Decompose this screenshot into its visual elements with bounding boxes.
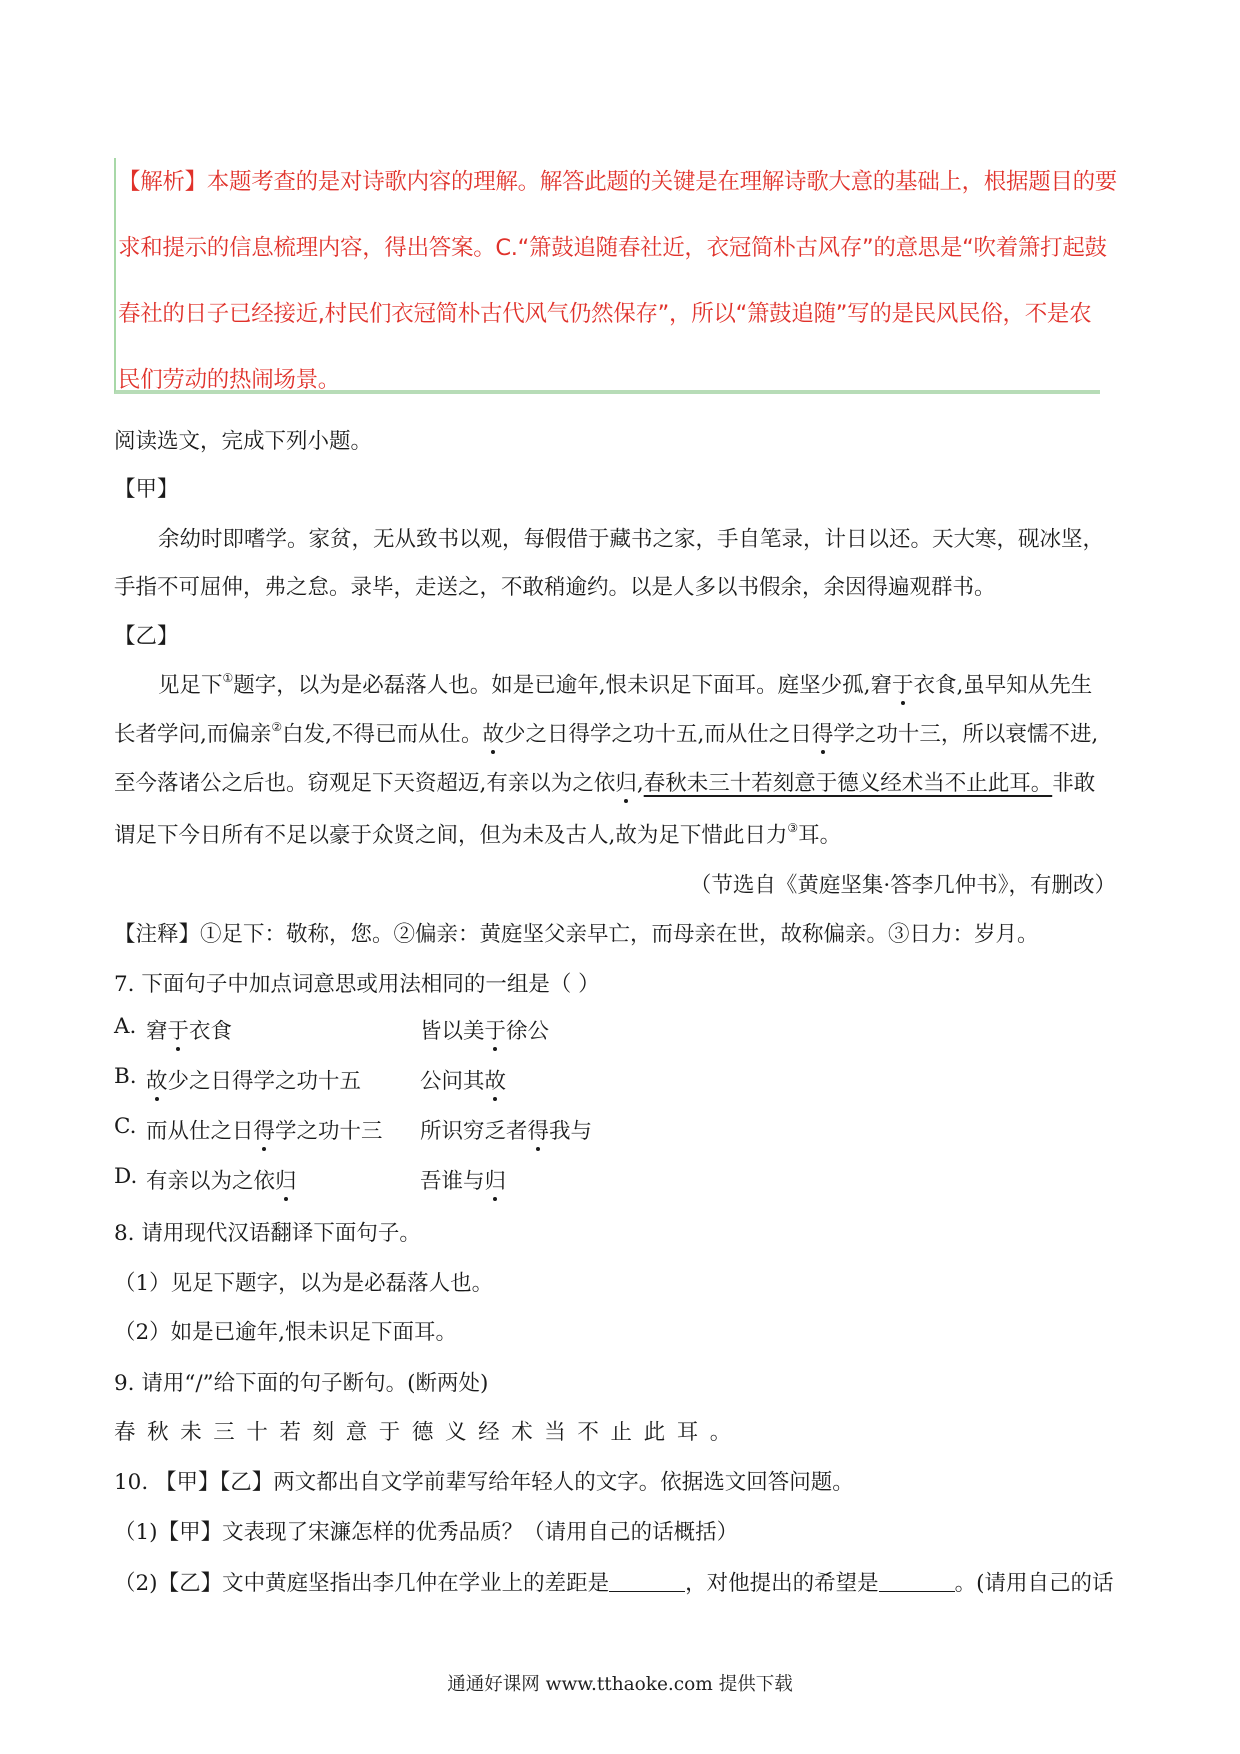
analysis-line: 春社的日子已经接近,村民们衣冠简朴古代风气仍然保存”，所以“箫鼓追随”写的是民风民俗，不是农	[118, 301, 1092, 327]
text-span: 窘	[146, 1019, 168, 1044]
text-span: ,	[636, 771, 644, 796]
text-span: ，对他提出的希望是	[685, 1571, 879, 1596]
question-10-item-1: （1)【甲】文表现了宋濂怎样的优秀品质？（请用自己的话概括）	[114, 1520, 739, 1545]
text-span: 吾谁与	[420, 1169, 485, 1194]
text-span: （2)【乙】文中黄庭坚指出李几仲在学业上的差距是	[114, 1571, 610, 1596]
option-letter: B.	[114, 1064, 137, 1089]
option-d-left	[146, 1164, 297, 1195]
text-span: 学之功十三，所以衰懦不进,	[833, 722, 1099, 747]
yi-paragraph-line	[114, 717, 1098, 748]
text-span: 白发,不得已而从仕。	[282, 722, 483, 747]
option-b-left	[146, 1064, 361, 1095]
option-letter: D.	[114, 1164, 138, 1189]
text-span: 耳。	[798, 823, 842, 848]
option-d-right	[420, 1164, 506, 1195]
dotted-word: 得	[253, 1119, 276, 1144]
underlined-sentence: 春秋未三十若刻意于德义经术当不止此耳。	[643, 771, 1053, 796]
question-8-stem: 8. 请用现代汉语翻译下面句子。	[114, 1221, 421, 1246]
dotted-word: 于	[484, 1019, 507, 1044]
option-b-right	[420, 1064, 506, 1095]
text-span: 少之日得学之功十五,而从仕之日	[503, 722, 812, 747]
dotted-word: 归	[484, 1169, 507, 1194]
dotted-word: 归	[275, 1169, 297, 1194]
dotted-word: 得	[527, 1119, 550, 1144]
page-footer: 通通好课网 www.tthaoke.com 提供下载	[447, 1674, 793, 1695]
jia-label: 【甲】	[114, 477, 179, 502]
text-span: 徐公	[506, 1019, 550, 1044]
note-marker: ①	[222, 671, 234, 685]
option-b	[114, 1064, 137, 1089]
analysis-box	[114, 158, 1118, 394]
dotted-word: 于	[891, 673, 914, 698]
text-span: 非敢	[1052, 771, 1096, 796]
text-span: 衣食,虽早知从先生	[913, 673, 1093, 698]
text-span: 公问其	[420, 1069, 485, 1094]
text-span: 我与	[549, 1119, 593, 1144]
dotted-word: 于	[167, 1019, 190, 1044]
question-9-stem: 9. 请用“/”给下面的句子断句。(断两处)	[114, 1371, 489, 1396]
analysis-line: 求和提示的信息梳理内容，得出答案。C.“箫鼓追随春社近，衣冠简朴古风存”的意思是“吹着箫打起鼓	[118, 235, 1107, 261]
option-letter: A.	[114, 1014, 137, 1039]
option-a-left	[146, 1014, 232, 1045]
text-span: 长者学问,而偏亲	[114, 722, 272, 747]
text-span: 至今落诸公之后也。窃观足下天资超迈,有亲以为之依	[114, 771, 616, 796]
yi-label: 【乙】	[114, 624, 179, 649]
text-span: 有亲以为之依	[146, 1169, 276, 1194]
option-d	[114, 1164, 137, 1189]
analysis-line: 【解析】本题考查的是对诗歌内容的理解。解答此题的关键是在理解诗歌大意的基础上，根据题目的要	[118, 169, 1118, 195]
text-span: 皆以美	[420, 1019, 485, 1044]
dotted-word: 故	[146, 1069, 168, 1094]
dotted-word: 得	[811, 722, 834, 747]
dotted-word: 故	[484, 1069, 507, 1094]
text-span: 谓足下今日所有不足以豪于众贤之间，但为未及古人,故为足下惜此日力	[114, 823, 788, 848]
text-span: 。(请用自己的话	[954, 1571, 1114, 1596]
source-citation: （节选自《黄庭坚集·答李几仲书》，有删改）	[689, 873, 1116, 898]
jia-paragraph-line: 余幼时即嗜学。家贫，无从致书以观，每假借于藏书之家，手自笔录，计日以还。天大寒，砚冰坚，	[158, 527, 1105, 552]
instruction: 阅读选文，完成下列小题。	[114, 429, 373, 454]
question-9-sentence: 春秋未三十若刻意于德义经术当不止此耳。	[114, 1420, 743, 1445]
text-span: 学之功十三	[275, 1119, 383, 1144]
option-c	[114, 1114, 137, 1139]
question-10-item-2	[114, 1566, 1113, 1597]
option-c-right	[420, 1114, 592, 1145]
analysis-line: 民们劳动的热闹场景。	[118, 367, 341, 393]
option-a-right	[420, 1014, 549, 1045]
question-10-stem: 10. 【甲】【乙】两文都出自文学前辈写给年轻人的文字。依据选文回答问题。	[114, 1470, 854, 1495]
yi-paragraph-line	[158, 668, 1092, 699]
text-span: 少之日得学之功十五	[167, 1069, 362, 1094]
option-c-left	[146, 1114, 383, 1145]
option-letter: C.	[114, 1114, 137, 1139]
note-marker: ③	[787, 821, 799, 835]
note-marker: ②	[271, 720, 283, 734]
question-7-stem: 7. 下面句子中加点词意思或用法相同的一组是（ ）	[114, 972, 600, 997]
yi-paragraph-line	[114, 818, 841, 849]
jia-paragraph-line: 手指不可屈伸，弗之怠。录毕，走送之，不敢稍逾约。以是人多以书假余，余因得遍观群书。	[114, 575, 996, 600]
text-span: 见足下	[158, 673, 223, 698]
dotted-word: 归	[615, 771, 637, 796]
answer-blank[interactable]	[879, 1573, 955, 1592]
text-span: 而从仕之日	[146, 1119, 254, 1144]
text-span: 衣食	[189, 1019, 233, 1044]
option-a	[114, 1014, 136, 1039]
question-8-item: （1）见足下题字，以为是必磊落人也。	[114, 1271, 494, 1296]
answer-blank[interactable]	[609, 1573, 685, 1592]
yi-paragraph-line	[114, 766, 1095, 797]
dotted-word: 故	[482, 722, 504, 747]
question-8-item: （2）如是已逾年,恨未识足下面耳。	[114, 1320, 458, 1345]
text-span: 所识穷乏者	[420, 1119, 528, 1144]
annotation-notes: 【注释】①足下：敬称，您。②偏亲：黄庭坚父亲早亡，而母亲在世，故称偏亲。③日力：岁月。	[114, 922, 1039, 947]
text-span: 题字，以为是必磊落人也。如是已逾年,恨未识足下面耳。庭坚少孤,窘	[233, 673, 892, 698]
